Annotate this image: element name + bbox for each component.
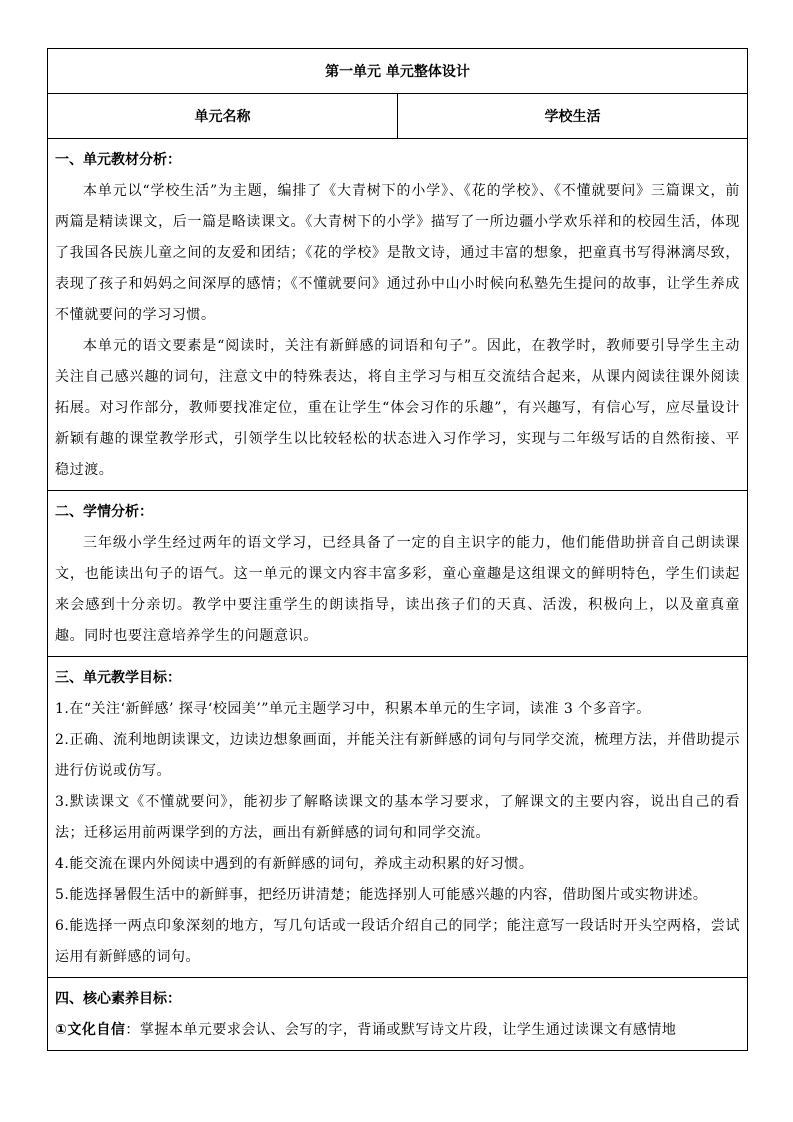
goal-item: 4.能交流在课内外阅读中遇到的有新鲜感的词句，养成主动积累的好习惯。 <box>55 856 534 872</box>
goal-item: 2.正确、流利地朗读课文，边读边想象画面，并能关注有新鲜感的词句与同学交流，梳理方法，并借助提示进行仿说或仿写。 <box>55 732 740 779</box>
learner-analysis-row <box>48 491 748 657</box>
goal-item: 1.在“关注‘新鲜感’ 探寻‘校园美’”单元主题学习中，积累本单元的生字词，读准 3 个多音字。 <box>55 701 651 717</box>
material-analysis-row <box>48 139 748 491</box>
unit-name-row <box>48 94 748 139</box>
literacy-item-lead: ①文化自信 <box>55 1022 126 1038</box>
core-literacy-row <box>48 978 748 1051</box>
goal-item: 5.能选择暑假生活中的新鲜事，把经历讲清楚；能选择别人可能感兴趣的内容，借助图片或实物讲述。 <box>55 887 708 903</box>
goal-item: 6.能选择一两点印象深刻的地方，写几句话或一段话介绍自己的同学；能注意写一段话时开头空两格，尝试运用有新鲜感的词句。 <box>55 918 740 965</box>
literacy-item-text: ：掌握本单元要求会认、会写的字，背诵或默写诗文片段，让学生通过读课文有感情地 <box>125 1022 677 1038</box>
unit-name-label: 单元名称 <box>48 94 398 139</box>
title-row <box>48 49 748 94</box>
section-heading: 三、单元教学目标： <box>55 670 181 686</box>
teaching-goals-section <box>48 657 748 978</box>
core-literacy-section <box>48 978 748 1051</box>
paragraph: 本单元的语文要素是“阅读时，关注有新鲜感的词语和句子”。因此，在教学时，教师要引导学生主动关注自己感兴趣的词句，注意文中的特殊表达，将自主学习与相互交流结合起来，从课内阅读往课外阅读拓展。对习作部分，教师要找准定位，重在让学生“体会习作的乐趣”，有兴趣写，有信心写，应尽量设计新颖有趣的课堂教学形式，引领学生以比较轻松的状态进入习作学习，实现与二年级写话的自然衔接、平稳过渡。 <box>55 338 740 478</box>
paragraph: 本单元以“学校生活”为主题，编排了《大青树下的小学》、《花的学校》、《不懂就要问》三篇课文，前两篇是精读课文，后一篇是略读课文。《大青树下的小学》描写了一所边疆小学欢乐祥和的校园生活，体现了我国各民族儿童之间的友爱和团结；《花的学校》是散文诗，通过丰富的想象，把童真书写得淋漓尽致，表现了孩子和妈妈之间深厚的感情；《不懂就要问》通过孙中山小时候向私塾先生提问的故事，让学生养成不懂就要问的学习习惯。 <box>55 183 740 323</box>
literacy-item <box>55 1015 740 1046</box>
learner-analysis-section <box>48 491 748 657</box>
section-heading: 一、单元教材分析： <box>55 152 181 168</box>
goal-item: 3.默读课文《不懂就要问》，能初步了解略读课文的基本学习要求，了解课文的主要内容，说出自己的看法；迁移运用前两课学到的方法，画出有新鲜感的词句和同学交流。 <box>55 794 740 841</box>
material-analysis-section <box>48 139 748 491</box>
paragraph: 三年级小学生经过两年的语文学习，已经具备了一定的自主识字的能力，他们能借助拼音自己朗读课文，也能读出句子的语气。这一单元的课文内容丰富多彩，童心童趣是这组课文的鲜明特色，学生们读起来会感到十分亲切。教学中要注重学生的朗读指导，读出孩子们的天真、活泼，积极向上，以及童真童趣。同时也要注意培养学生的问题意识。 <box>55 535 740 644</box>
unit-name-value: 学校生活 <box>398 94 748 139</box>
unit-design-table <box>47 48 748 1051</box>
document-title: 第一单元 单元整体设计 <box>48 49 748 94</box>
section-heading: 二、学情分析： <box>55 504 153 520</box>
section-heading: 四、核心素养目标： <box>55 991 181 1007</box>
teaching-goals-row <box>48 657 748 978</box>
